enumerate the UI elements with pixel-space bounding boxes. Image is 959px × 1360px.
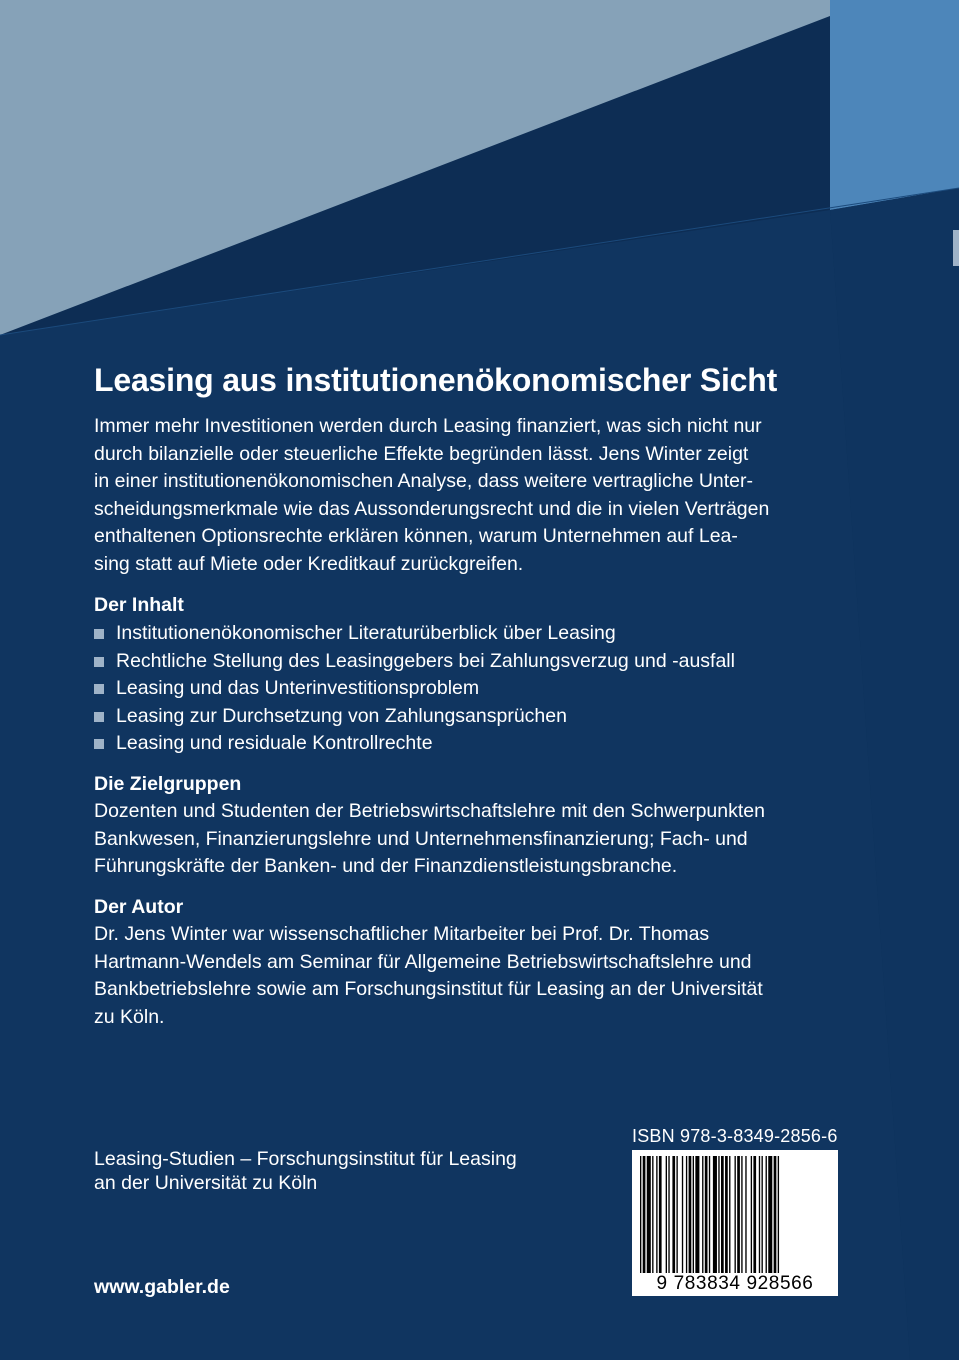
accent-panel — [830, 0, 959, 210]
autor-line: Dr. Jens Winter war wissenschaftlicher Mitarbeiter bei Prof. Dr. Thomas — [94, 923, 710, 945]
edge-mark — [953, 230, 959, 266]
barcode-bars-icon — [632, 1150, 838, 1274]
barcode-bar — [672, 1156, 675, 1274]
autor-paragraph — [94, 921, 874, 1031]
barcode-bar — [686, 1156, 687, 1274]
intro-line: in einer institutionenökonomischen Analyse, dass weitere vertragliche Unter- — [94, 470, 754, 492]
inhalt-heading: Der Inhalt — [94, 594, 184, 616]
list-item-label: Leasing zur Durchsetzung von Zahlungsansprüchen — [116, 704, 567, 727]
intro-line: enthaltenen Optionsrechte erklären können, warum Unternehmen auf Lea- — [94, 525, 738, 547]
barcode-bar — [774, 1156, 777, 1274]
list-item — [94, 648, 735, 676]
barcode-bar — [668, 1156, 669, 1274]
barcode-bar — [766, 1156, 767, 1274]
zielgruppen-line: Dozenten und Studenten der Betriebswirtschaftslehre mit den Schwerpunkten — [94, 800, 765, 822]
barcode-bar — [735, 1156, 736, 1274]
barcode-bar — [652, 1156, 653, 1274]
barcode-bar — [721, 1156, 724, 1274]
barcode-bar — [718, 1156, 719, 1274]
barcode-bar — [751, 1156, 752, 1274]
list-item — [94, 703, 735, 731]
square-bullet-icon — [94, 712, 104, 722]
isbn-label: ISBN 978-3-8349-2856-6 — [632, 1126, 838, 1146]
barcode-bar — [689, 1156, 692, 1274]
square-bullet-icon — [94, 629, 104, 639]
series-line: Leasing-Studien – Forschungsinstitut für Leasing — [94, 1148, 517, 1170]
barcode-bar — [741, 1156, 742, 1274]
zielgruppen-line: Führungskräfte der Banken- und der Finanzdienstleistungsbranche. — [94, 855, 678, 877]
square-bullet-icon — [94, 684, 104, 694]
barcode-bar — [729, 1156, 730, 1274]
barcode-bar — [762, 1156, 763, 1274]
barcode-bar — [737, 1156, 740, 1274]
square-bullet-icon — [94, 657, 104, 667]
barcode-bar — [753, 1156, 756, 1274]
series-line: an der Universität zu Köln — [94, 1172, 318, 1194]
barcode-bar — [725, 1156, 728, 1274]
barcode-bar — [709, 1156, 710, 1274]
intro-paragraph — [94, 413, 874, 578]
barcode-bar — [745, 1156, 746, 1274]
barcode-bar — [693, 1156, 694, 1274]
barcode-bar — [676, 1156, 677, 1274]
list-item-label: Rechtliche Stellung des Leasinggebers bei Zahlungsverzug und -ausfall — [116, 649, 735, 672]
autor-line: zu Köln. — [94, 1005, 165, 1028]
autor-line: Hartmann-Wendels am Seminar für Allgemeine Betriebswirtschaftslehre und — [94, 950, 752, 973]
barcode-bar — [702, 1156, 703, 1274]
list-item-label: Leasing und residuale Kontrollrechte — [116, 732, 433, 754]
barcode-bar — [705, 1156, 708, 1274]
barcode-bar — [759, 1156, 760, 1274]
list-item — [94, 620, 735, 648]
intro-line: sing statt auf Miete oder Kreditkauf zurückgreifen. — [94, 552, 524, 575]
barcode-bar — [666, 1156, 667, 1274]
book-title: Leasing aus institutionenökonomischer Sicht — [94, 362, 778, 398]
barcode-bar — [656, 1156, 657, 1274]
barcode-bar — [713, 1156, 717, 1274]
square-bullet-icon — [94, 739, 104, 749]
list-item-label: Institutionenökonomischer Literaturüberblick über Leasing — [116, 622, 616, 644]
barcode-bar — [695, 1156, 699, 1274]
intro-line: scheidungsmerkmale wie das Aussonderungsrecht und die in vielen Verträgen — [94, 497, 770, 520]
intro-line: Immer mehr Investitionen werden durch Leasing finanziert, was sich nicht nur — [94, 415, 762, 437]
barcode-bar — [682, 1156, 683, 1274]
list-item-label: Leasing und das Unterinvestitionsproblem — [116, 677, 480, 699]
series-info — [94, 1147, 517, 1195]
autor-line: Bankbetriebslehre sowie am Forschungsinstitut für Leasing an der Universität — [94, 978, 763, 1000]
zielgruppen-heading: Die Zielgruppen — [94, 773, 242, 795]
zielgruppen-line: Bankwesen, Finanzierungslehre und Unternehmensfinanzierung; Fach- und — [94, 827, 748, 850]
list-item — [94, 730, 735, 758]
barcode-bar — [659, 1156, 662, 1274]
autor-heading: Der Autor — [94, 896, 184, 918]
barcode-bar — [647, 1156, 651, 1274]
barcode-bar — [778, 1156, 779, 1274]
publisher-website: www.gabler.de — [94, 1276, 230, 1298]
barcode-bar — [640, 1156, 641, 1274]
barcode-bar — [768, 1156, 772, 1274]
barcode-digits: 9 783834 928566 — [632, 1273, 838, 1295]
intro-line: durch bilanzielle oder steuerliche Effekte begründen lässt. Jens Winter zeigt — [94, 442, 749, 465]
list-item — [94, 675, 735, 703]
zielgruppen-paragraph — [94, 798, 874, 881]
barcode-bar — [643, 1156, 646, 1274]
inhalt-list — [94, 620, 735, 758]
